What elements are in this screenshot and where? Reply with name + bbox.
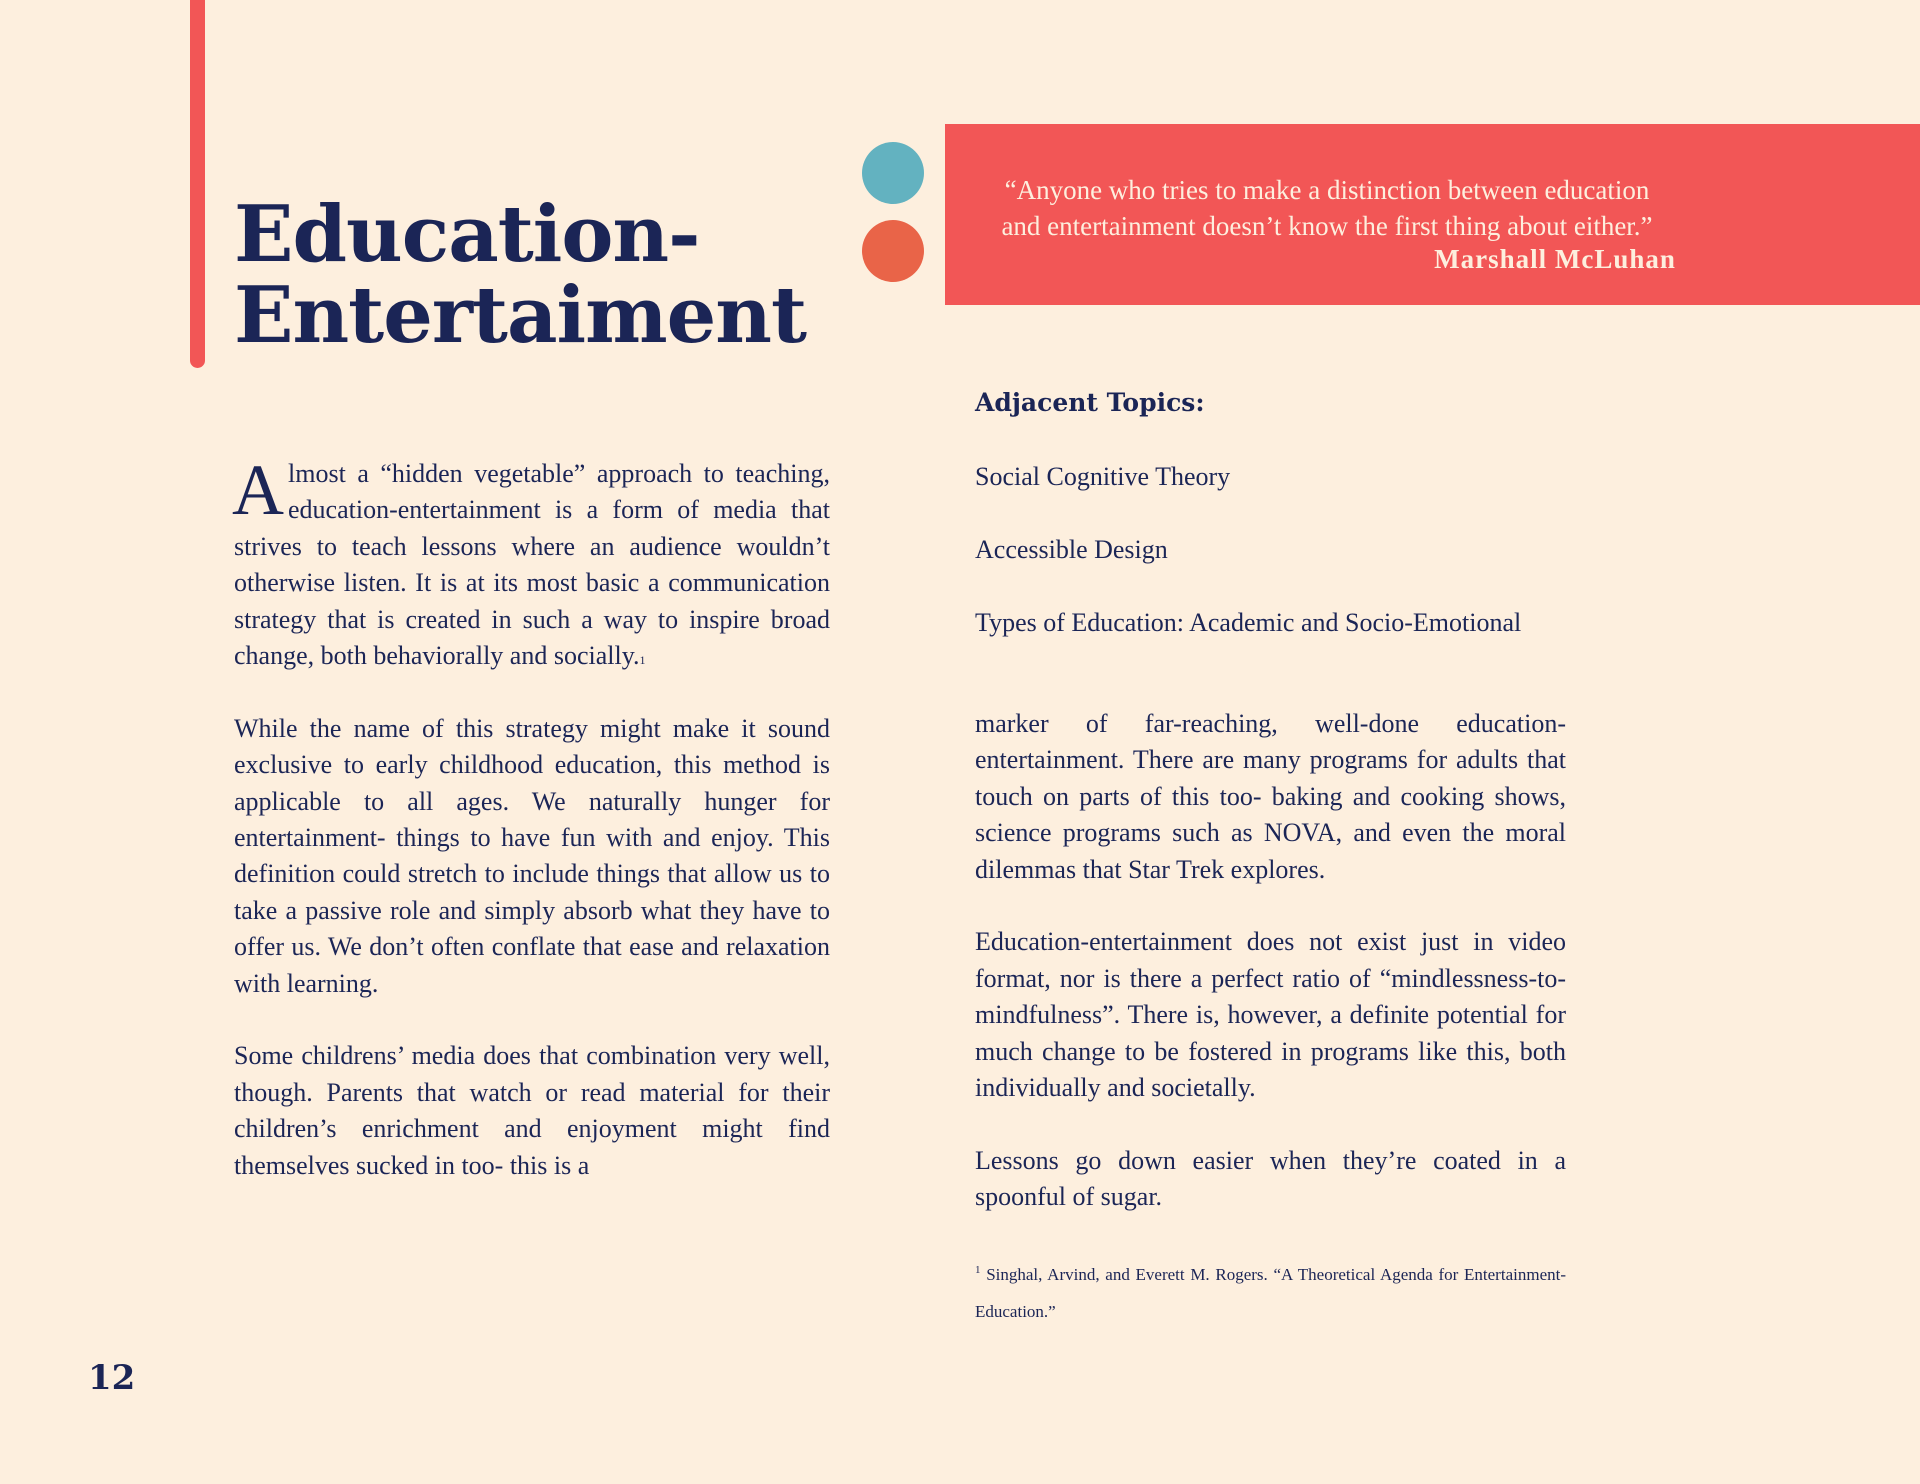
adjacent-topic-item: Social Cognitive Theory bbox=[975, 462, 1231, 491]
page-number: 12 bbox=[88, 1358, 136, 1398]
drop-cap: A bbox=[232, 450, 284, 530]
footnote-text: Singhal, Arvind, and Everett M. Rogers. “A Theoretical Agenda for Entertainment-Education.” bbox=[975, 1265, 1566, 1321]
quote-author: Marshall McLuhan bbox=[1434, 244, 1676, 274]
decorative-dot-teal bbox=[862, 142, 924, 204]
body-paragraph-4: marker of far-reaching, well-done education-entertainment. There are many programs for adults that touch on parts of this too- baking and cooking shows, science programs such as NOVA, and even the moral dilemmas that Star Trek explores. bbox=[975, 709, 1566, 884]
footnote-marker: 1 bbox=[975, 1264, 981, 1276]
quote-banner bbox=[945, 124, 1920, 305]
left-column bbox=[232, 450, 830, 1220]
body-paragraph-6: Lessons go down easier when they’re coated in a spoonful of sugar. bbox=[975, 1145, 1566, 1212]
body-paragraph-1-text: lmost a “hidden vegetable” approach to teaching, education-entertainment is a form of media that strives to teach lessons where an audience wouldn’t otherwise listen. It is at its most basic a communication strategy that is created in such a way to inspire broad change, both behaviorally and socially. bbox=[234, 459, 830, 671]
adjacent-topic-item: Types of Education: Academic and Socio-Emotional bbox=[975, 608, 1522, 637]
body-paragraph-1 bbox=[232, 450, 830, 674]
title-line-2: Entertaiment bbox=[234, 270, 807, 361]
quote-line-1: “Anyone who tries to make a distinction between education bbox=[1004, 175, 1650, 205]
footnote bbox=[975, 1256, 1566, 1330]
body-paragraph-2: While the name of this strategy might make it sound exclusive to early childhood education, this method is applicable to all ages. We naturally hunger for entertainment- things to have fun with and enjoy. This definition could stretch to include things that allow us to take a passive role and simply absorb what they have to offer us. We don’t often conflate that ease and relaxation with learning. bbox=[234, 713, 830, 998]
adjacent-topics-heading: Adjacent Topics: bbox=[975, 388, 1205, 417]
title-line-1: Education- bbox=[234, 189, 700, 280]
right-column bbox=[975, 706, 1566, 1252]
quote-text bbox=[967, 172, 1687, 244]
footnote-reference[interactable]: 1 bbox=[639, 653, 646, 668]
adjacent-topic-item: Accessible Design bbox=[975, 535, 1168, 564]
body-paragraph-3: Some childrens’ media does that combination very well, though. Parents that watch or read material for their children’s enrichment and enjoyment might find themselves sucked in too- this is a bbox=[234, 1041, 830, 1180]
decorative-dot-orange bbox=[862, 220, 924, 282]
quote-line-2: and entertainment doesn’t know the first thing about either.” bbox=[1001, 211, 1653, 241]
body-paragraph-5: Education-entertainment does not exist just in video format, nor is there a perfect ratio of “mindlessness-to-mindfulness”. There is, however, a definite potential for much change to be fostered in programs like this, both individually and societally. bbox=[975, 927, 1566, 1103]
accent-bar bbox=[190, 0, 205, 368]
page-title bbox=[234, 189, 807, 361]
